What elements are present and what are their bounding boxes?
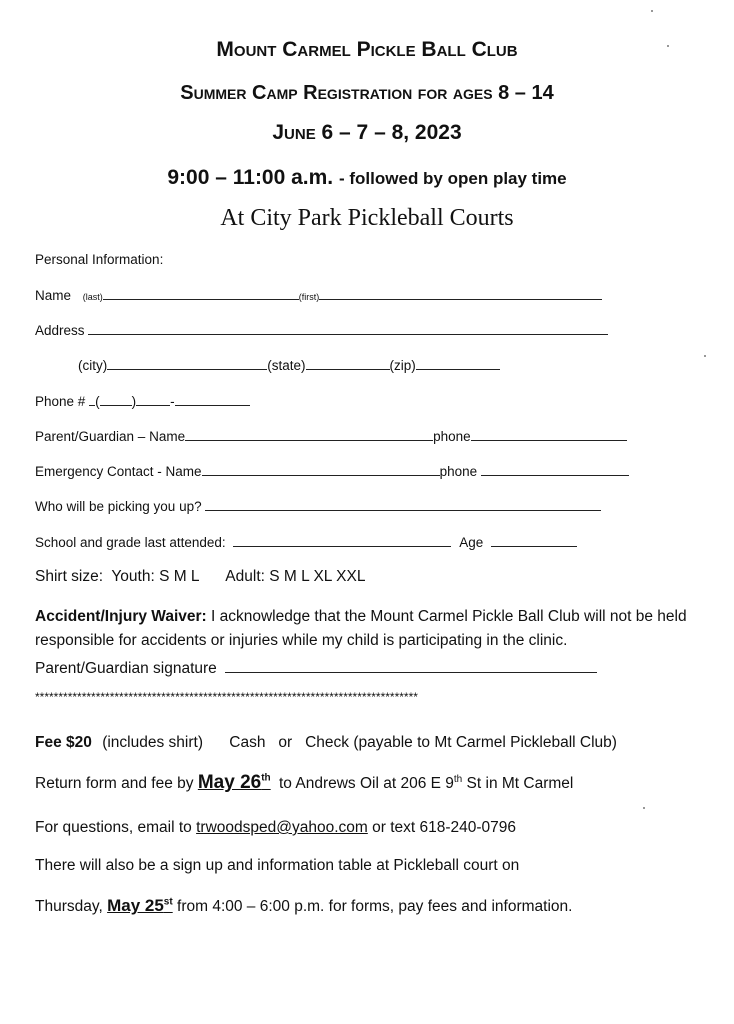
phone-label: Phone # <box>35 394 86 409</box>
emergency-phone-label: phone <box>439 464 478 479</box>
waiver-paragraph <box>35 605 715 653</box>
shirt-size-label: Shirt size: <box>35 568 104 585</box>
camp-time-line <box>0 166 734 190</box>
area-code-field[interactable] <box>100 393 132 406</box>
return-date: May 26 <box>197 772 262 793</box>
club-title: Mount Carmel Pickle Ball Club <box>216 38 518 61</box>
street-suffix: th <box>453 773 463 785</box>
city-field[interactable] <box>107 357 267 370</box>
signup-date-suffix: st <box>163 896 173 908</box>
address-row <box>35 322 608 338</box>
school-field[interactable] <box>233 534 451 547</box>
last-name-label: (last) <box>82 292 103 302</box>
return-deadline <box>198 772 271 793</box>
waiver-title: Accident/Injury Waiver: <box>35 608 207 625</box>
phone-prefix-field[interactable] <box>136 393 170 406</box>
camp-title: Summer Camp Registration for ages 8 – 14 <box>180 82 554 104</box>
emergency-name-field[interactable] <box>202 463 440 476</box>
shirt-size-row <box>35 568 365 586</box>
youth-sizes[interactable]: Youth: S M L <box>111 568 199 585</box>
waiver-text: I acknowledge that the Mount Carmel Pickle Ball Club will not be held responsible for accidents or injuries while my child is participating in the clinic. <box>35 608 687 649</box>
payment-methods: Cash or Check (payable to Mt Carmel Pickleball Club) <box>229 734 617 751</box>
school-row <box>35 534 577 550</box>
return-row <box>35 772 573 794</box>
phone-close-paren: ) <box>131 394 137 409</box>
scan-speck <box>667 45 669 47</box>
signup-details: from 4:00 – 6:00 p.m. for forms, pay fees and information. <box>177 898 573 915</box>
address-label: Address <box>35 323 85 338</box>
address-field[interactable] <box>88 322 608 335</box>
phone-number-field[interactable] <box>175 393 250 406</box>
emergency-name-label: Emergency Contact - Name <box>35 464 202 479</box>
signup-date <box>107 896 173 915</box>
fee-amount: Fee $20 <box>35 734 92 751</box>
fee-row <box>35 734 617 752</box>
guardian-phone-label: phone <box>433 429 471 444</box>
signup-day: Thursday, <box>35 898 103 915</box>
camp-time: 9:00 – 11:00 a.m. <box>167 166 334 189</box>
phone-row <box>35 393 250 409</box>
camp-location: At City Park Pickleball Courts <box>220 205 514 231</box>
state-field[interactable] <box>306 357 390 370</box>
first-name-label: (first) <box>298 292 320 302</box>
scan-speck <box>704 355 706 357</box>
pickup-row <box>35 498 601 514</box>
signup-date-row <box>35 896 572 916</box>
state-label: (state) <box>267 358 306 373</box>
return-date-suffix: th <box>261 772 271 784</box>
scan-speck <box>643 807 645 809</box>
signup-line: There will also be a sign up and information table at Pickleball court on <box>35 857 520 874</box>
phone-dash: - <box>170 394 175 409</box>
city-state-zip-row <box>78 357 500 373</box>
pickup-field[interactable] <box>205 498 601 511</box>
zip-field[interactable] <box>416 357 500 370</box>
city-label: (city) <box>78 358 108 373</box>
signature-row <box>35 660 597 678</box>
contact-email-link[interactable]: trwoodsped@yahoo.com <box>196 819 368 836</box>
signature-label: Parent/Guardian signature <box>35 660 217 677</box>
separator-line: ********************************************************************************** <box>35 690 418 704</box>
questions-row <box>35 819 516 837</box>
emergency-phone-field[interactable] <box>481 463 629 476</box>
fee-includes: (includes shirt) <box>102 734 203 751</box>
camp-time-note: - followed by open play time <box>339 169 567 188</box>
age-label: Age <box>459 535 484 550</box>
last-name-field[interactable] <box>103 287 299 300</box>
pickup-label: Who will be picking you up? <box>35 499 202 514</box>
return-address: to Andrews Oil at 206 E 9 <box>278 775 454 792</box>
return-city: St in Mt Carmel <box>466 775 574 792</box>
return-prefix: Return form and fee by <box>35 775 194 792</box>
zip-label: (zip) <box>389 358 416 373</box>
scan-speck <box>651 10 653 12</box>
guardian-row <box>35 428 627 444</box>
school-label: School and grade last attended: <box>35 535 226 550</box>
contact-phone: or text 618-240-0796 <box>372 819 517 836</box>
age-field[interactable] <box>491 534 577 547</box>
adult-sizes[interactable]: Adult: S M L XL XXL <box>225 568 366 585</box>
camp-dates: June 6 – 7 – 8, 2023 <box>272 121 462 144</box>
guardian-phone-field[interactable] <box>471 428 627 441</box>
guardian-name-label: Parent/Guardian – Name <box>35 429 186 444</box>
guardian-name-field[interactable] <box>185 428 433 441</box>
phone-open-paren: ( <box>95 394 100 409</box>
first-name-field[interactable] <box>319 287 602 300</box>
personal-info-heading: Personal Information: <box>35 252 164 267</box>
signature-field[interactable] <box>225 660 597 673</box>
questions-prefix: For questions, email to <box>35 819 192 836</box>
emergency-row <box>35 463 629 479</box>
name-label: Name <box>35 288 72 303</box>
signup-date-value: May 25 <box>107 896 164 915</box>
name-row <box>35 287 602 303</box>
